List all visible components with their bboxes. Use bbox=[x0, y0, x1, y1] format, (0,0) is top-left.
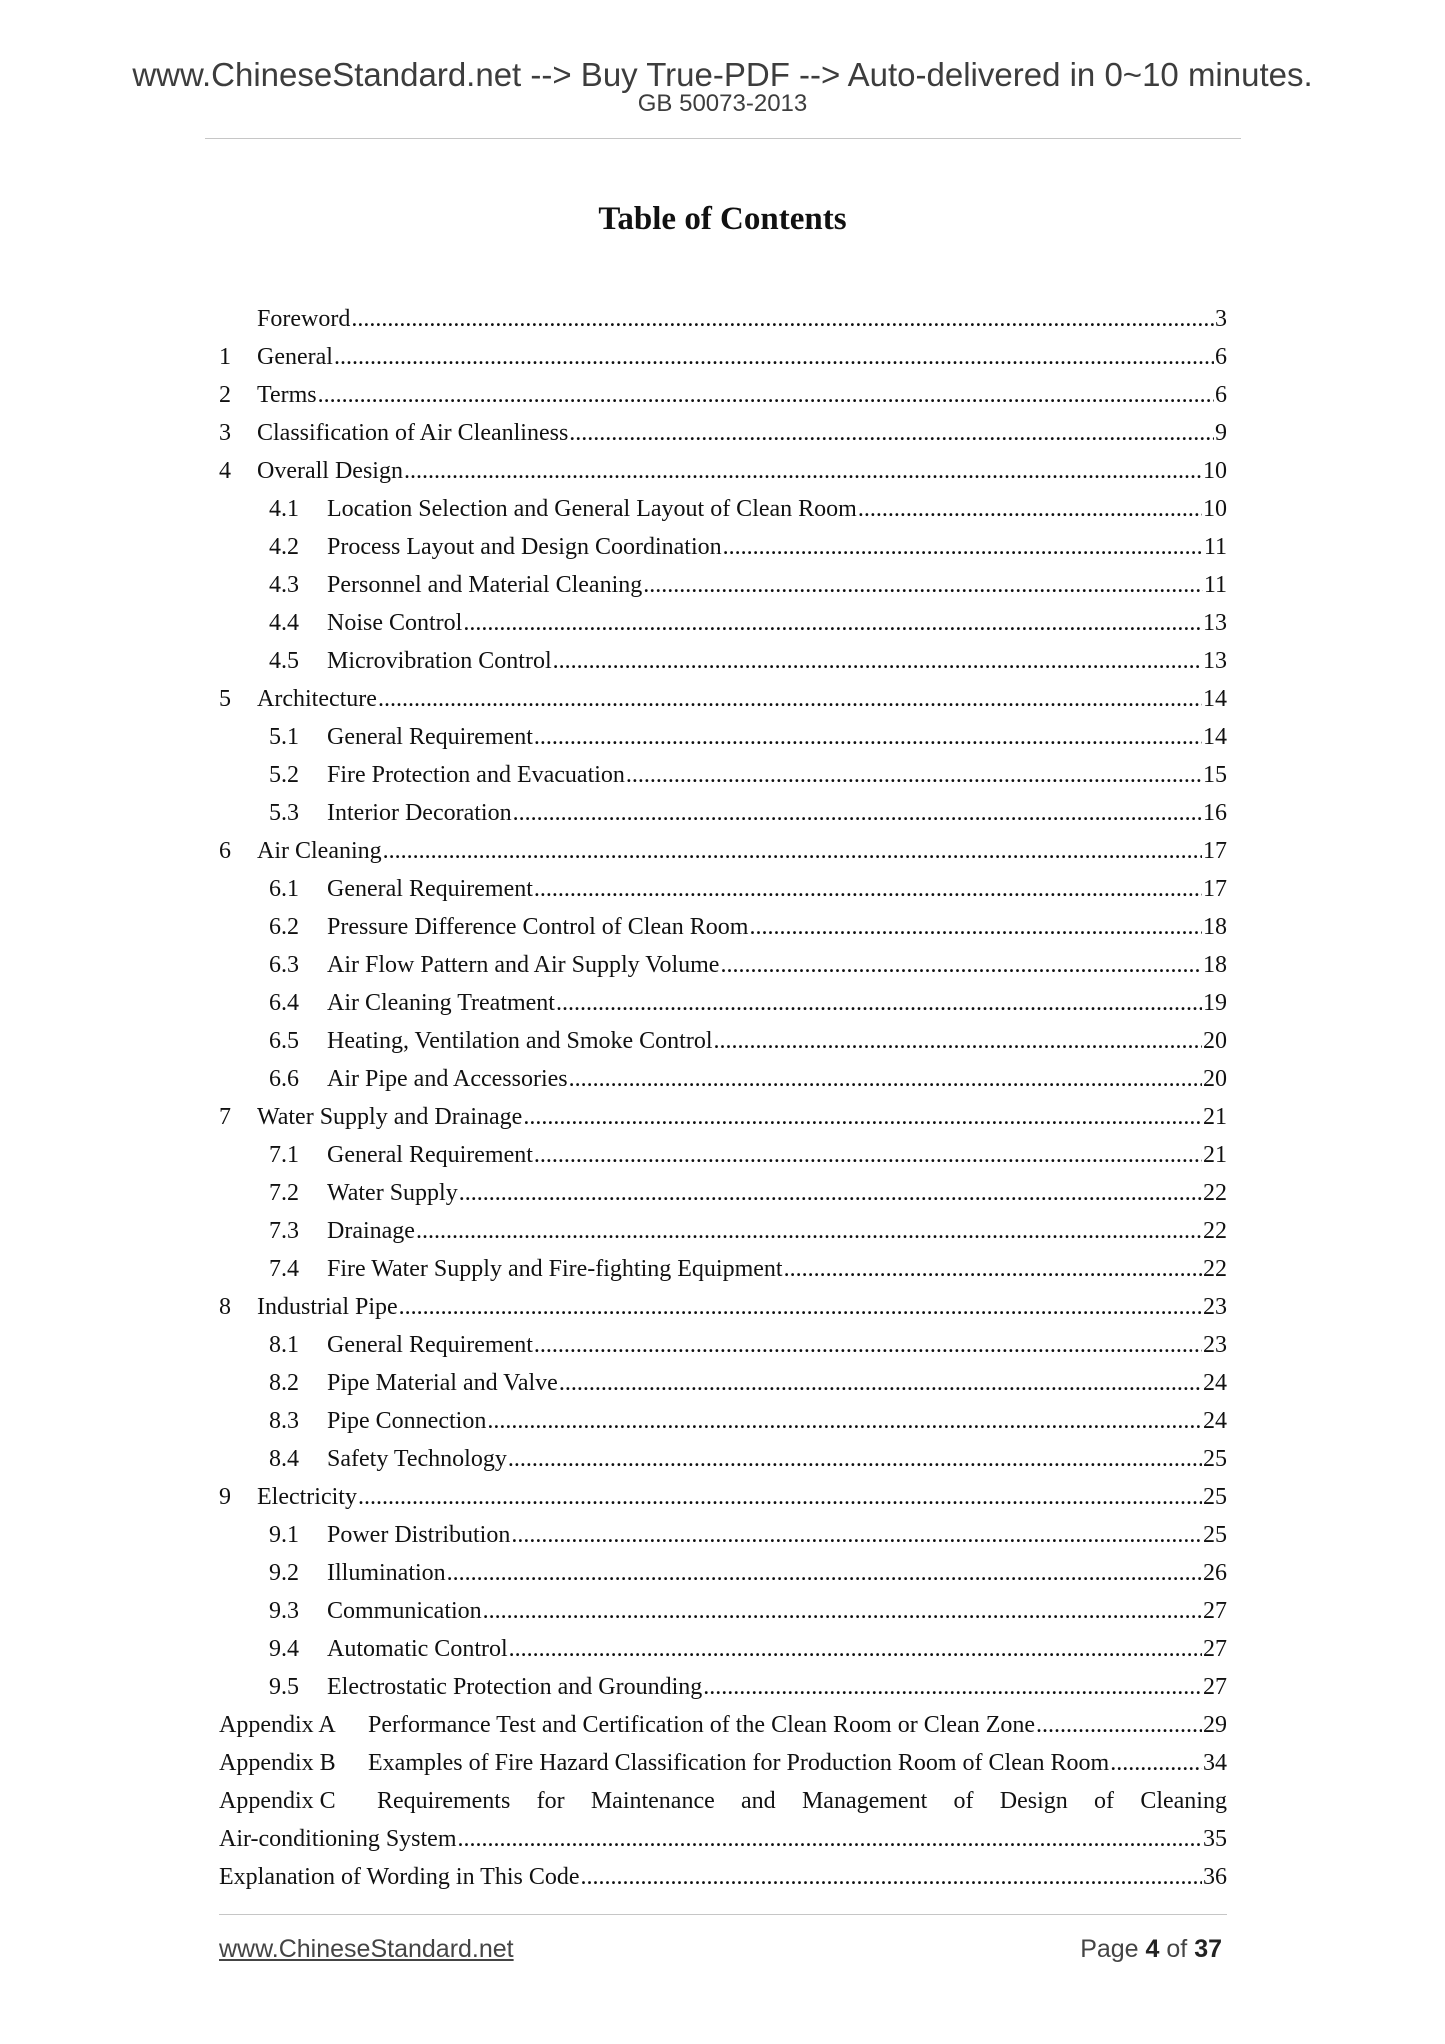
toc-entry-number: 6.1 bbox=[269, 875, 299, 902]
toc-leader-dots bbox=[534, 876, 1202, 903]
toc-entry-page: 25 bbox=[1203, 1483, 1227, 1510]
toc-entry-number: 9.1 bbox=[269, 1521, 299, 1548]
toc-entry-page: 15 bbox=[1203, 761, 1227, 788]
toc-entry[interactable] bbox=[219, 680, 1227, 718]
toc-entry-number: 6.6 bbox=[269, 1065, 299, 1092]
toc-entry-explanation[interactable] bbox=[219, 1858, 1227, 1896]
toc-entry-title: Foreword bbox=[257, 305, 351, 332]
toc-entry-title: Air-conditioning System bbox=[219, 1825, 457, 1852]
toc-entry[interactable] bbox=[219, 1516, 1227, 1554]
toc-entry-title: Communication bbox=[327, 1597, 482, 1624]
toc-entry[interactable] bbox=[219, 414, 1227, 452]
toc-entry-title: General Requirement bbox=[327, 1141, 533, 1168]
toc-entry-page: 10 bbox=[1203, 495, 1227, 522]
toc-entry[interactable] bbox=[219, 1098, 1227, 1136]
toc-entry[interactable] bbox=[219, 1136, 1227, 1174]
toc-entry-title: Personnel and Material Cleaning bbox=[327, 571, 643, 598]
toc-leader-dots bbox=[626, 762, 1202, 789]
toc-entry-page: 35 bbox=[1203, 1825, 1227, 1852]
toc-entry-appendix-c[interactable] bbox=[219, 1782, 1227, 1820]
toc-leader-dots bbox=[404, 458, 1202, 485]
toc-leader-dots bbox=[459, 1180, 1202, 1207]
toc-entry-title: Fire Protection and Evacuation bbox=[327, 761, 625, 788]
toc-entry[interactable] bbox=[219, 1212, 1227, 1250]
toc-entry[interactable] bbox=[219, 1174, 1227, 1212]
toc-entry-word: Cleaning bbox=[1140, 1787, 1227, 1814]
toc-entry-number: Appendix C bbox=[219, 1787, 336, 1814]
toc-entry-title: Pipe Connection bbox=[327, 1407, 487, 1434]
toc-leader-dots bbox=[351, 306, 1214, 333]
toc-entry[interactable] bbox=[219, 870, 1227, 908]
toc-entry-number: 8 bbox=[219, 1293, 231, 1320]
toc-entry-title: Safety Technology bbox=[327, 1445, 507, 1472]
toc-entry-title: General Requirement bbox=[327, 1331, 533, 1358]
toc-entry-page: 14 bbox=[1203, 685, 1227, 712]
toc-leader-dots bbox=[569, 1066, 1202, 1093]
header-divider bbox=[205, 138, 1241, 139]
toc-entry-page: 23 bbox=[1203, 1293, 1227, 1320]
toc-entry-number: 9.4 bbox=[269, 1635, 299, 1662]
toc-entry-page: 22 bbox=[1203, 1217, 1227, 1244]
toc-leader-dots bbox=[553, 648, 1202, 675]
toc-entry-number: 9 bbox=[219, 1483, 231, 1510]
toc-entry-page: 6 bbox=[1215, 343, 1227, 370]
toc-entry-page: 18 bbox=[1203, 951, 1227, 978]
toc-leader-dots bbox=[487, 1408, 1202, 1435]
toc-entry[interactable] bbox=[219, 490, 1227, 528]
toc-entry-title bbox=[377, 1788, 1227, 1815]
toc-entry[interactable] bbox=[219, 1440, 1227, 1478]
document-id: GB 50073-2013 bbox=[637, 90, 808, 117]
toc-entry-word: Requirements bbox=[377, 1787, 511, 1814]
toc-entry-number: 6 bbox=[219, 837, 231, 864]
toc-entry-title: Automatic Control bbox=[327, 1635, 508, 1662]
toc-entry-word: for bbox=[536, 1787, 565, 1814]
toc-entry-title: General bbox=[257, 343, 333, 370]
toc-leader-dots bbox=[509, 1636, 1202, 1663]
toc-entry-title: Location Selection and General Layout of Clean Room bbox=[327, 495, 857, 522]
toc-leader-dots bbox=[534, 724, 1202, 751]
toc-entry-page: 3 bbox=[1215, 305, 1227, 332]
toc-entry-number: 4 bbox=[219, 457, 231, 484]
toc-leader-dots bbox=[1110, 1750, 1202, 1777]
toc-entry-page: 24 bbox=[1203, 1407, 1227, 1434]
toc-entry[interactable] bbox=[219, 1402, 1227, 1440]
toc-entry-page: 9 bbox=[1215, 419, 1227, 446]
toc-leader-dots bbox=[513, 800, 1202, 827]
toc-entry-title: Examples of Fire Hazard Classification for Production Room of Clean Room bbox=[368, 1749, 1110, 1776]
toc-entry[interactable] bbox=[219, 1592, 1227, 1630]
toc-leader-dots bbox=[378, 686, 1202, 713]
toc-entry-page: 25 bbox=[1203, 1521, 1227, 1548]
toc-entry-title: Water Supply bbox=[327, 1179, 458, 1206]
toc-entry-number: 8.2 bbox=[269, 1369, 299, 1396]
toc-entry-title: Air Flow Pattern and Air Supply Volume bbox=[327, 951, 720, 978]
toc-entry[interactable] bbox=[219, 794, 1227, 832]
toc-entry-word: of bbox=[953, 1787, 974, 1814]
toc-entry-page: 29 bbox=[1203, 1711, 1227, 1738]
page-prefix: Page bbox=[1080, 1935, 1146, 1963]
toc-entry[interactable] bbox=[219, 604, 1227, 642]
toc-entry-page: 22 bbox=[1203, 1255, 1227, 1282]
toc-leader-dots bbox=[399, 1294, 1202, 1321]
toc-entry-number: 8.3 bbox=[269, 1407, 299, 1434]
toc-entry-page: 26 bbox=[1203, 1559, 1227, 1586]
toc-leader-dots bbox=[358, 1484, 1202, 1511]
toc-entry-title: Explanation of Wording in This Code bbox=[219, 1863, 580, 1890]
toc-entry[interactable] bbox=[219, 756, 1227, 794]
toc-entry-title: Noise Control bbox=[327, 609, 463, 636]
toc-entry-number: 9.3 bbox=[269, 1597, 299, 1624]
page-indicator bbox=[1080, 1935, 1222, 1964]
toc-entry-number: Appendix B bbox=[219, 1749, 336, 1776]
toc-entry-title: Terms bbox=[257, 381, 317, 408]
toc-entry[interactable] bbox=[219, 832, 1227, 870]
toc-leader-dots bbox=[416, 1218, 1202, 1245]
toc-entry-page: 27 bbox=[1203, 1673, 1227, 1700]
toc-entry-page: 11 bbox=[1203, 533, 1227, 560]
toc-entry-title: Water Supply and Drainage bbox=[257, 1103, 523, 1130]
toc-entry-number: 1 bbox=[219, 343, 231, 370]
toc-entry[interactable] bbox=[219, 1288, 1227, 1326]
toc-entry-number: 7.4 bbox=[269, 1255, 299, 1282]
toc-leader-dots bbox=[858, 496, 1202, 523]
page-title: Table of Contents bbox=[598, 201, 847, 237]
toc-entry-number: 3 bbox=[219, 419, 231, 446]
toc-entry-page: 20 bbox=[1203, 1027, 1227, 1054]
total-pages-number: 37 bbox=[1194, 1935, 1222, 1963]
toc-entry[interactable] bbox=[219, 908, 1227, 946]
toc-entry[interactable] bbox=[219, 1364, 1227, 1402]
header-banner: www.ChineseStandard.net --> Buy True-PDF --> Auto-delivered in 0~10 minutes. bbox=[132, 56, 1313, 93]
toc-entry-page: 34 bbox=[1203, 1749, 1227, 1776]
toc-entry-word: and bbox=[741, 1787, 776, 1814]
toc-entry-title: Heating, Ventilation and Smoke Control bbox=[327, 1027, 713, 1054]
toc-entry[interactable] bbox=[219, 718, 1227, 756]
toc-leader-dots bbox=[749, 914, 1202, 941]
toc-leader-dots bbox=[556, 990, 1202, 1017]
toc-entry-number: 5 bbox=[219, 685, 231, 712]
toc-entry-number: 6.2 bbox=[269, 913, 299, 940]
toc-entry-title: General Requirement bbox=[327, 723, 533, 750]
toc-entry-page: 10 bbox=[1203, 457, 1227, 484]
toc-entry-page: 25 bbox=[1203, 1445, 1227, 1472]
toc-entry-number: Appendix A bbox=[219, 1711, 336, 1738]
toc-entry[interactable] bbox=[219, 1022, 1227, 1060]
toc-leader-dots bbox=[720, 952, 1202, 979]
toc-leader-dots bbox=[784, 1256, 1202, 1283]
toc-entry[interactable] bbox=[219, 300, 1227, 338]
toc-entry-page: 36 bbox=[1203, 1863, 1227, 1890]
toc-entry-word: of bbox=[1094, 1787, 1115, 1814]
toc-entry-title: General Requirement bbox=[327, 875, 533, 902]
toc-leader-dots bbox=[534, 1332, 1202, 1359]
toc-entry[interactable] bbox=[219, 338, 1227, 376]
toc-entry-number: 6.3 bbox=[269, 951, 299, 978]
toc-entry-title: Interior Decoration bbox=[327, 799, 512, 826]
toc-entry-page: 24 bbox=[1203, 1369, 1227, 1396]
toc-entry[interactable] bbox=[219, 452, 1227, 490]
toc-entry-number: 6.5 bbox=[269, 1027, 299, 1054]
toc-entry[interactable] bbox=[219, 984, 1227, 1022]
toc-entry[interactable] bbox=[219, 1668, 1227, 1706]
toc-leader-dots bbox=[318, 382, 1214, 409]
toc-entry-appendix-c-continued[interactable] bbox=[219, 1820, 1227, 1858]
toc-leader-dots bbox=[523, 1104, 1202, 1131]
toc-leader-dots bbox=[534, 1142, 1202, 1169]
toc-entry-number: 8.4 bbox=[269, 1445, 299, 1472]
toc-leader-dots bbox=[483, 1598, 1202, 1625]
toc-leader-dots bbox=[458, 1826, 1202, 1853]
toc-entry-number: 7.3 bbox=[269, 1217, 299, 1244]
toc-leader-dots bbox=[723, 534, 1203, 561]
toc-entry-title: Drainage bbox=[327, 1217, 415, 1244]
toc-entry-title: Fire Water Supply and Fire-fighting Equipment bbox=[327, 1255, 783, 1282]
toc-leader-dots bbox=[714, 1028, 1202, 1055]
toc-leader-dots bbox=[643, 572, 1203, 599]
toc-leader-dots bbox=[703, 1674, 1202, 1701]
toc-leader-dots bbox=[383, 838, 1202, 865]
toc-entry-number: 5.1 bbox=[269, 723, 299, 750]
toc-entry-title: Pressure Difference Control of Clean Room bbox=[327, 913, 749, 940]
footer-divider bbox=[219, 1914, 1227, 1915]
toc-entry-page: 27 bbox=[1203, 1635, 1227, 1662]
toc-entry[interactable] bbox=[219, 1060, 1227, 1098]
toc-entry-page: 17 bbox=[1203, 837, 1227, 864]
toc-entry-word: Maintenance bbox=[590, 1787, 715, 1814]
toc-entry-number: 9.5 bbox=[269, 1673, 299, 1700]
toc-entry[interactable] bbox=[219, 376, 1227, 414]
toc-entry-page: 11 bbox=[1203, 571, 1227, 598]
toc-entry-title: Air Cleaning Treatment bbox=[327, 989, 555, 1016]
toc-entry-page: 6 bbox=[1215, 381, 1227, 408]
toc-entry-title: Overall Design bbox=[257, 457, 403, 484]
toc-entry[interactable] bbox=[219, 1250, 1227, 1288]
toc-entry-number: 4.4 bbox=[269, 609, 299, 636]
toc-leader-dots bbox=[463, 610, 1202, 637]
toc-entry-title: Power Distribution bbox=[327, 1521, 511, 1548]
toc-entry[interactable] bbox=[219, 1478, 1227, 1516]
toc-entry-number: 4.2 bbox=[269, 533, 299, 560]
page-of-text: of bbox=[1159, 1935, 1195, 1963]
table-of-contents bbox=[219, 300, 1227, 1896]
toc-entry-number: 7 bbox=[219, 1103, 231, 1130]
toc-entry-page: 22 bbox=[1203, 1179, 1227, 1206]
toc-entry-number: 4.1 bbox=[269, 495, 299, 522]
toc-entry-title: Air Cleaning bbox=[257, 837, 382, 864]
toc-entry-number: 4.5 bbox=[269, 647, 299, 674]
toc-entry-number: 7.2 bbox=[269, 1179, 299, 1206]
toc-entry-title: Illumination bbox=[327, 1559, 446, 1586]
toc-entry-title: Microvibration Control bbox=[327, 647, 552, 674]
toc-entry-title: Air Pipe and Accessories bbox=[327, 1065, 568, 1092]
toc-entry-title: Classification of Air Cleanliness bbox=[257, 419, 569, 446]
toc-leader-dots bbox=[511, 1522, 1202, 1549]
toc-entry-title: Performance Test and Certification of the Clean Room or Clean Zone bbox=[368, 1711, 1036, 1738]
footer-site-link[interactable]: www.ChineseStandard.net bbox=[219, 1935, 514, 1963]
toc-leader-dots bbox=[580, 1864, 1202, 1891]
toc-entry-page: 13 bbox=[1203, 647, 1227, 674]
toc-entry-title: Industrial Pipe bbox=[257, 1293, 398, 1320]
toc-leader-dots bbox=[1036, 1712, 1202, 1739]
toc-entry-page: 20 bbox=[1203, 1065, 1227, 1092]
toc-entry-title: Pipe Material and Valve bbox=[327, 1369, 558, 1396]
toc-entry-word: Management bbox=[801, 1787, 928, 1814]
toc-entry-number: 9.2 bbox=[269, 1559, 299, 1586]
toc-entry-title: Process Layout and Design Coordination bbox=[327, 533, 722, 560]
toc-entry-number: 7.1 bbox=[269, 1141, 299, 1168]
toc-entry[interactable] bbox=[219, 946, 1227, 984]
toc-entry-number: 4.3 bbox=[269, 571, 299, 598]
toc-entry-page: 27 bbox=[1203, 1597, 1227, 1624]
toc-entry-number: 5.2 bbox=[269, 761, 299, 788]
toc-entry-number: 5.3 bbox=[269, 799, 299, 826]
toc-entry-page: 18 bbox=[1203, 913, 1227, 940]
toc-entry[interactable] bbox=[219, 566, 1227, 604]
toc-entry[interactable] bbox=[219, 642, 1227, 680]
toc-entry-page: 14 bbox=[1203, 723, 1227, 750]
toc-entry[interactable] bbox=[219, 1706, 1227, 1744]
toc-leader-dots bbox=[559, 1370, 1202, 1397]
toc-entry-title: Electrostatic Protection and Grounding bbox=[327, 1673, 703, 1700]
toc-entry[interactable] bbox=[219, 1630, 1227, 1668]
toc-entry-page: 19 bbox=[1203, 989, 1227, 1016]
current-page-number: 4 bbox=[1145, 1935, 1160, 1963]
toc-entry-number: 6.4 bbox=[269, 989, 299, 1016]
toc-entry-page: 21 bbox=[1203, 1103, 1227, 1130]
toc-entry-title: Electricity bbox=[257, 1483, 357, 1510]
toc-entry-page: 16 bbox=[1203, 799, 1227, 826]
toc-entry-page: 23 bbox=[1203, 1331, 1227, 1358]
toc-leader-dots bbox=[508, 1446, 1202, 1473]
toc-entry[interactable] bbox=[219, 1744, 1227, 1782]
toc-leader-dots bbox=[334, 344, 1214, 371]
toc-entry-number: 8.1 bbox=[269, 1331, 299, 1358]
toc-entry-number: 2 bbox=[219, 381, 231, 408]
toc-entry[interactable] bbox=[219, 1554, 1227, 1592]
toc-entry-word: Design bbox=[999, 1787, 1068, 1814]
toc-leader-dots bbox=[447, 1560, 1202, 1587]
toc-entry[interactable] bbox=[219, 1326, 1227, 1364]
toc-entry-page: 13 bbox=[1203, 609, 1227, 636]
toc-entry[interactable] bbox=[219, 528, 1227, 566]
toc-leader-dots bbox=[569, 420, 1214, 447]
toc-entry-page: 21 bbox=[1203, 1141, 1227, 1168]
toc-entry-page: 17 bbox=[1203, 875, 1227, 902]
toc-entry-title: Architecture bbox=[257, 685, 377, 712]
